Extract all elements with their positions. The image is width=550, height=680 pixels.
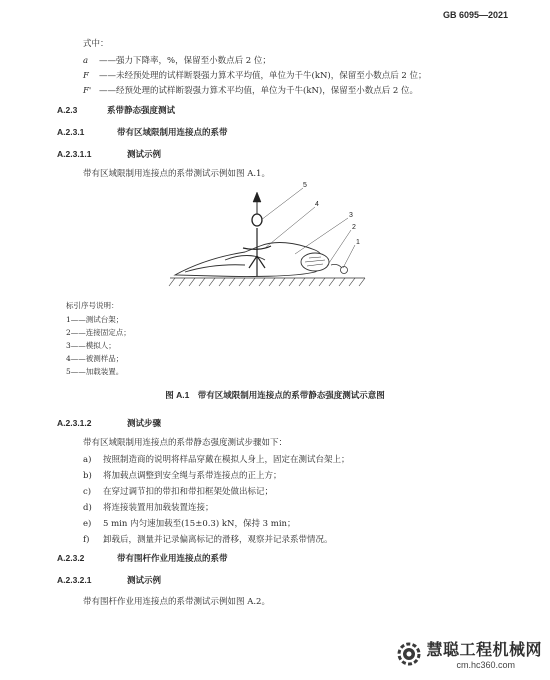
section-title: 系带静态强度测试 [107,105,176,115]
section-title: 测试示例 [127,149,162,159]
section-title: 带有围杆作业用连接点的系带 [117,553,228,563]
paragraph-steps-intro: 带有区域限制用连接点的系带静态强度测试步骤如下： [83,438,288,448]
paragraph-example-2: 带有围杆作业用连接点的系带测试示例如图 A.2。 [83,597,270,607]
watermark-url: cm.hc360.com [456,660,516,670]
paragraph-example-1: 带有区域限制用连接点的系带测试示例如图 A.1。 [83,169,270,179]
section-heading [57,574,161,586]
legend-item: 4——被测样品； [66,354,124,363]
callout-5: 5 [303,182,307,189]
standard-number: GB 6095—2021 [442,10,508,20]
section-title: 测试示例 [127,575,162,585]
legend-item: 1——测试台架； [66,315,124,324]
step-label: a) [83,455,92,465]
section-heading [57,417,161,429]
step-item [83,453,350,465]
section-heading [57,148,161,160]
var-symbol: F' [83,86,92,96]
step-label: f) [83,535,90,545]
section-title: 带有区域限制用连接点的系带 [117,127,228,137]
legend-item: 5——加载装置。 [66,367,124,376]
watermark-site-name: 慧聪工程机械网 [426,640,542,659]
step-item [83,485,273,497]
section-heading [57,126,228,138]
callout-3: 3 [349,212,353,219]
var-description: ——经预处理的试样断裂强力算术平均值，单位为千牛(kN)，保留至小数点后 2 位。 [99,86,419,96]
step-text: 卸载后，测量并记录偏离标记的滑移，观察并记录系带情况。 [103,535,333,545]
step-label: b) [83,471,92,481]
section-heading [57,552,228,564]
callout-2: 2 [352,224,356,231]
loading-device [252,192,262,226]
step-item [83,501,214,513]
step-item [83,469,282,481]
dummy-figure [175,243,329,277]
callout-1: 1 [356,239,360,246]
section-number: A.2.3.2 [57,553,85,563]
legend-title: 标引序号说明： [66,301,119,310]
step-label: c) [83,487,92,497]
step-text: 将加载点调整到安全绳与系带连接点的正上方； [103,471,282,481]
var-symbol: F [83,71,89,81]
formula-intro: 式中： [83,39,109,49]
legend-item: 3——模拟人； [66,341,116,350]
section-number: A.2.3.1.1 [57,149,92,159]
watermark [396,637,542,670]
step-label: d) [83,503,92,513]
step-text: 将连接装置用加载装置连接； [103,503,214,513]
test-figure-a1 [165,180,390,295]
var-symbol: a [83,56,89,66]
step-item [83,533,333,545]
step-label: e) [83,519,92,529]
step-text: 5 min 内匀速加载至(15±0.3) kN，保持 3 min； [103,519,296,529]
var-description: ——未经预处理的试样断裂强力算术平均值，单位为千牛(kN)，保留至小数点后 2 位； [99,71,427,81]
var-description: ——强力下降率，%，保留至小数点后 2 位； [99,56,271,66]
section-number: A.2.3.2.1 [57,575,92,585]
gear-logo-icon [396,641,422,667]
step-item [83,517,296,529]
callout-4: 4 [315,201,319,208]
formula-var-a [83,54,271,66]
section-number: A.2.3.1 [57,127,85,137]
step-text: 在穿过调节扣的带扣和带扣框架处做出标记； [103,487,274,497]
legend-item: 2——连接固定点； [66,328,131,337]
anchor-point [331,264,348,273]
test-rig-base [169,278,365,286]
section-title: 测试步骤 [127,418,162,428]
section-heading [57,104,175,116]
section-number: A.2.3.1.2 [57,418,92,428]
step-text: 按照制造商的说明将样品穿戴在模拟人身上，固定在测试台架上； [103,455,350,465]
section-number: A.2.3 [57,105,78,115]
formula-var-f [83,69,427,81]
figure-caption: 图 A.1 带有区域限制用连接点的系带静态强度测试示意图 [165,390,385,400]
formula-var-f-prime [83,84,418,96]
